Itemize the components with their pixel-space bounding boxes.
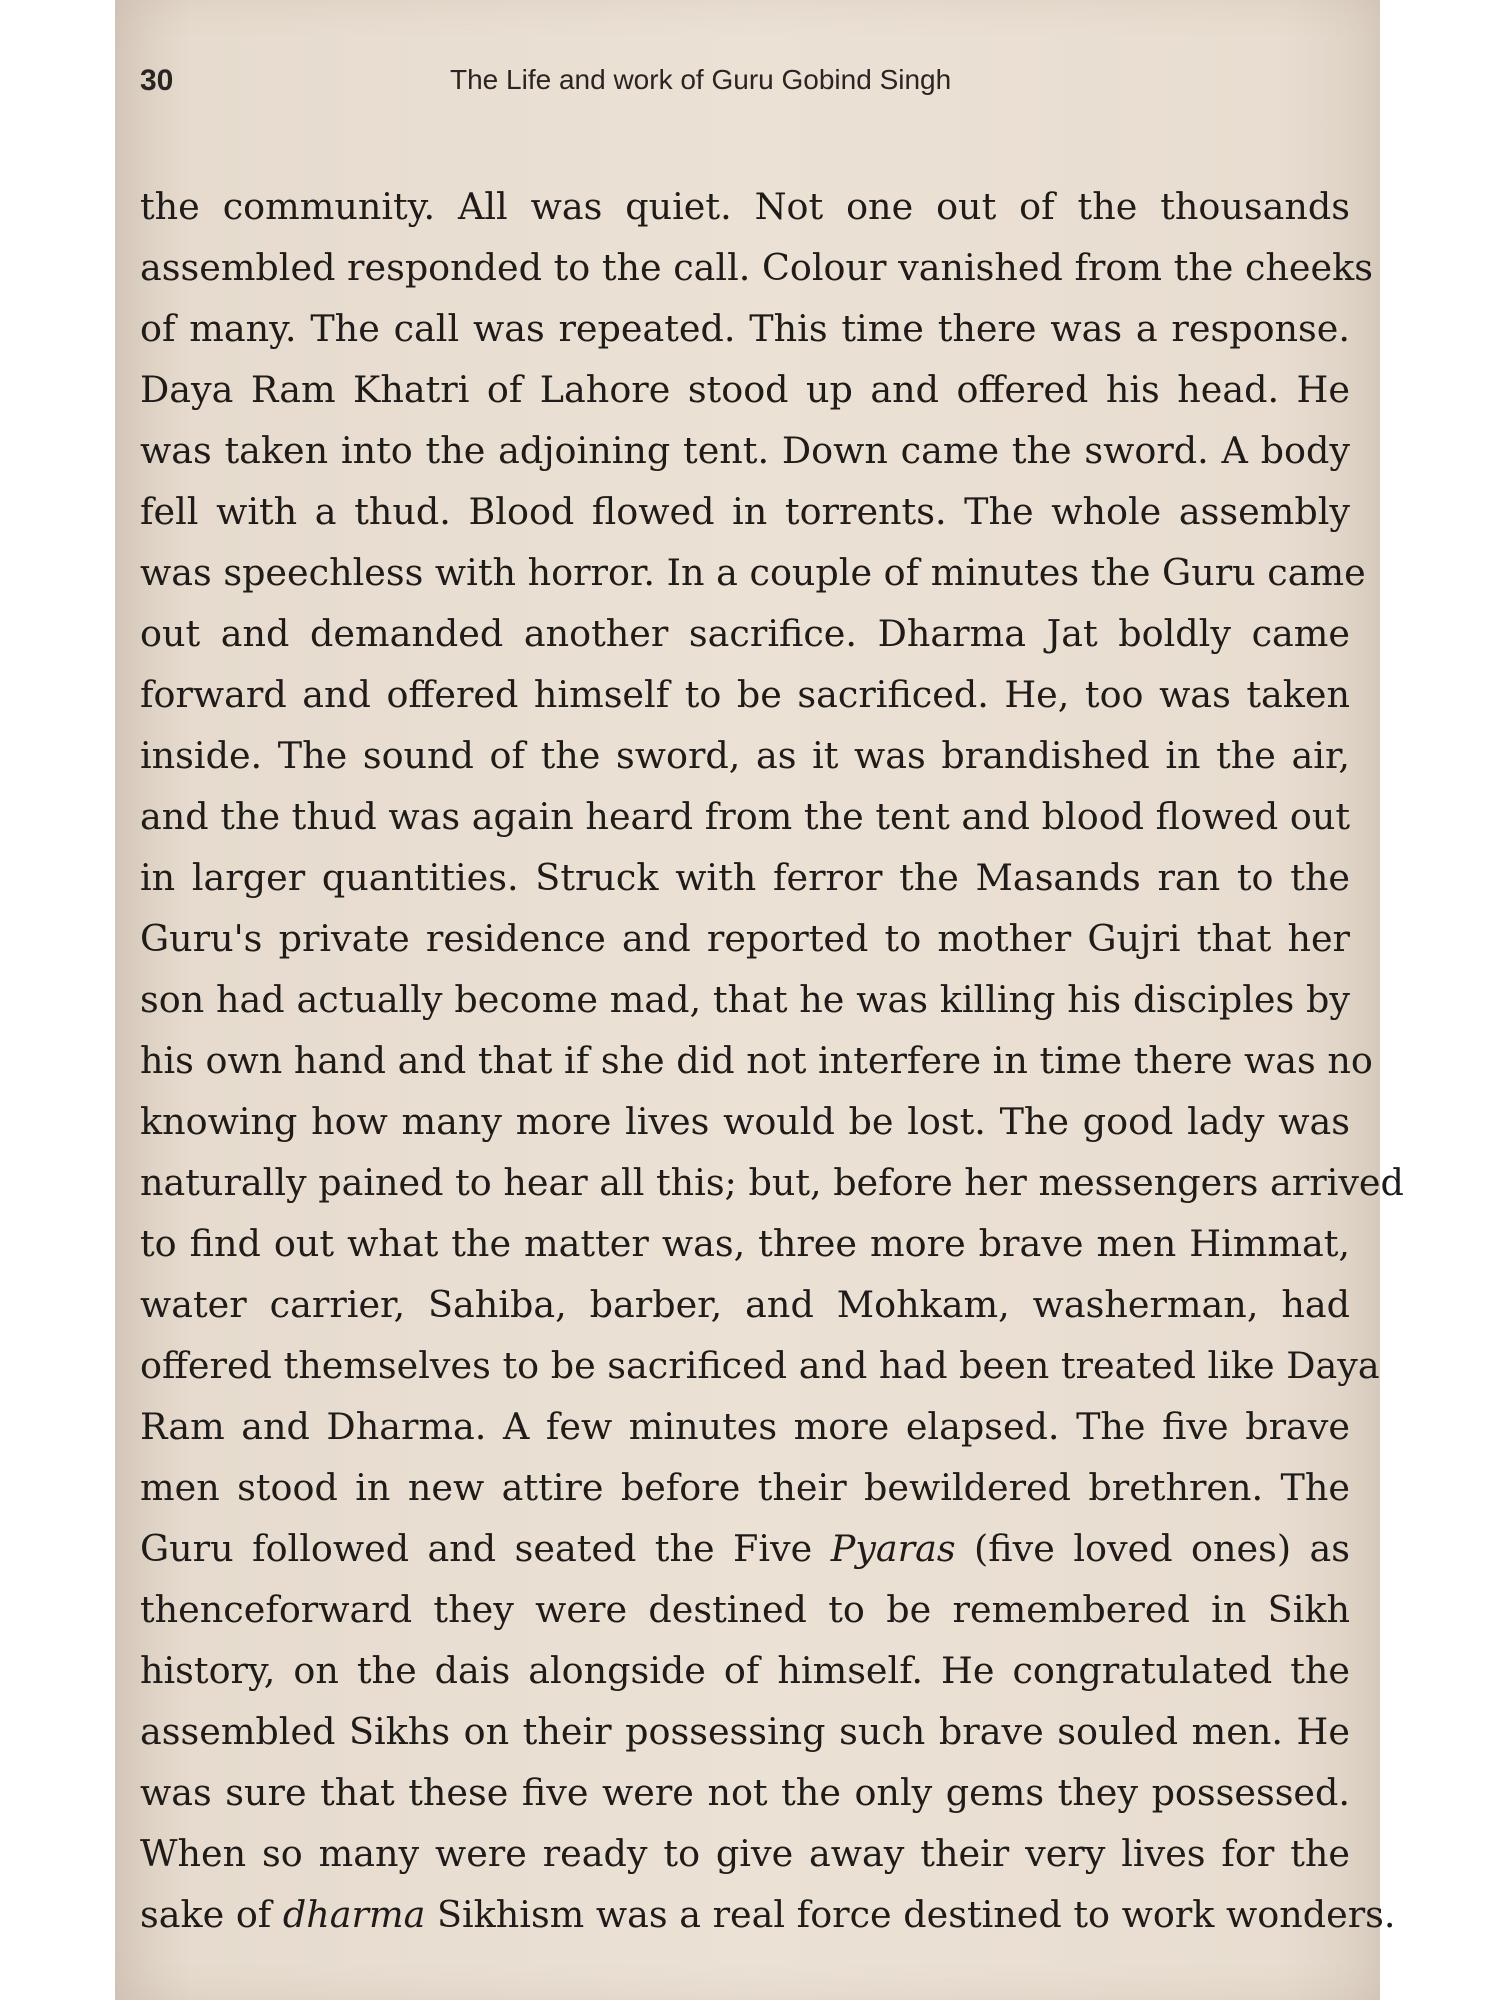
text-line: assembled Sikhs on their possessing such brave souled men. He <box>140 1710 1350 1753</box>
text-line: was taken into the adjoining tent. Down came the sword. A body <box>140 429 1350 472</box>
italic-term-dharma: dharma <box>282 1893 426 1936</box>
text-line: history, on the dais alongside of himself. He congratulated the <box>140 1649 1350 1692</box>
text-run: sake of <box>140 1893 283 1936</box>
text-line: fell with a thud. Blood flowed in torrents. The whole assembly <box>140 490 1350 533</box>
text-line: assembled responded to the call. Colour vanished from the cheeks <box>140 246 1373 289</box>
text-line: men stood in new attire before their bewildered brethren. The <box>140 1466 1350 1509</box>
text-line: in larger quantities. Struck with ferror the Masands ran to the <box>140 856 1350 899</box>
text-line: thenceforward they were destined to be remembered in Sikh <box>140 1588 1350 1631</box>
text-line: knowing how many more lives would be lost. The good lady was <box>140 1100 1350 1143</box>
running-title: The Life and work of Guru Gobind Singh <box>450 64 952 95</box>
text-line: was sure that these five were not the only gems they possessed. <box>140 1771 1350 1814</box>
text-line <box>140 1518 1350 1579</box>
text-line: to find out what the matter was, three more brave men Himmat, <box>140 1222 1350 1265</box>
text-line: was speechless with horror. In a couple of minutes the Guru came <box>140 551 1366 594</box>
text-line: inside. The sound of the sword, as it was brandished in the air, <box>140 734 1350 777</box>
text-line <box>140 1884 1396 1945</box>
text-line: When so many were ready to give away their very lives for the <box>140 1832 1350 1875</box>
text-line: Ram and Dharma. A few minutes more elapsed. The five brave <box>140 1405 1350 1448</box>
italic-term-pyaras: Pyaras <box>830 1527 956 1570</box>
text-line: Guru's private residence and reported to mother Gujri that her <box>140 917 1350 960</box>
text-line: water carrier, Sahiba, barber, and Mohkam, washerman, had <box>140 1283 1350 1326</box>
page-number: 30 <box>140 64 174 97</box>
text-line: forward and offered himself to be sacrificed. He, too was taken <box>140 673 1350 716</box>
text-line: his own hand and that if she did not interfere in time there was no <box>140 1039 1373 1082</box>
text-line: offered themselves to be sacrificed and had been treated like Daya <box>140 1344 1380 1387</box>
text-line: naturally pained to hear all this; but, before her messengers arrived <box>140 1161 1404 1204</box>
body-paragraph <box>140 176 1404 1945</box>
text-run: Sikhism was a real force destined to work wonders. <box>425 1893 1396 1936</box>
text-line: and the thud was again heard from the tent and blood flowed out <box>140 795 1350 838</box>
text-line: the community. All was quiet. Not one out of the thousands <box>140 185 1350 228</box>
text-run: Guru followed and seated the Five <box>140 1527 831 1570</box>
text-line: of many. The call was repeated. This time there was a response. <box>140 307 1350 350</box>
text-line: Daya Ram Khatri of Lahore stood up and offered his head. He <box>140 368 1350 411</box>
text-run: (five loved ones) as <box>955 1527 1351 1570</box>
text-line: son had actually become mad, that he was killing his disciples by <box>140 978 1350 1021</box>
text-line: out and demanded another sacrifice. Dharma Jat boldly came <box>140 612 1350 655</box>
